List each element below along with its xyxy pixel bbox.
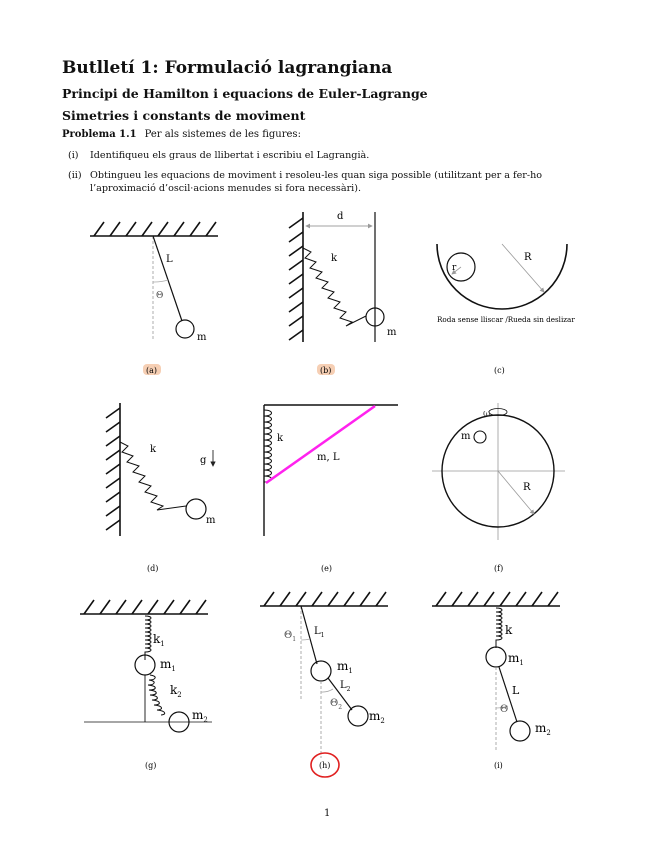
coil-spring	[264, 410, 272, 482]
label-k: k	[150, 444, 157, 455]
caption-f-text: (f)	[494, 564, 504, 573]
section-heading: Principi de Hamilton i equacions de Euler-Lagrange	[62, 86, 428, 101]
wall-hatching	[106, 408, 120, 530]
spring-k1	[145, 616, 151, 660]
figure-a	[90, 222, 218, 340]
bead	[474, 431, 486, 443]
caption-a-text: (a)	[146, 366, 158, 375]
radius-R	[502, 244, 544, 292]
problem-label: Problema 1.1	[62, 129, 137, 140]
label-k: k	[505, 623, 513, 637]
caption-e-text: (e)	[321, 564, 332, 573]
angle-arc-2	[321, 689, 333, 692]
caption-i-text: (i)	[494, 761, 503, 770]
spring-k	[496, 608, 502, 648]
label-theta1: $\Theta_1$	[284, 630, 297, 643]
label-R: R	[523, 482, 531, 493]
ceiling-hatching	[264, 592, 386, 606]
caption-h-text: (h)	[319, 761, 331, 770]
page-number: 1	[324, 808, 331, 819]
label-k: k	[331, 253, 338, 264]
mass-m2	[510, 721, 530, 741]
item-number: (ii)	[68, 170, 82, 181]
label-m1: $m_1$	[337, 659, 353, 675]
caption-c-text: (c)	[494, 366, 505, 375]
label-k: k	[277, 433, 284, 444]
label-m2: $m_2$	[535, 721, 551, 737]
pendulum-rod	[153, 236, 182, 321]
label-L: L	[512, 684, 520, 697]
item-number: (i)	[68, 150, 79, 161]
page-title: Butlletí 1: Formulació lagrangiana	[62, 58, 393, 78]
label-m2: $m_2$	[369, 709, 385, 725]
note-rolling: Roda sense lliscar /Rueda sin deslizar	[437, 315, 575, 324]
angle-arc	[153, 280, 168, 282]
label-m: m	[206, 515, 216, 526]
label-L: L	[166, 254, 173, 265]
label-r: r	[452, 263, 457, 273]
figure-h	[260, 592, 388, 777]
label-L2: $L_2$	[340, 680, 351, 693]
rod	[266, 406, 375, 483]
label-theta: Θ	[156, 291, 164, 301]
figure-f	[432, 403, 565, 540]
label-R: R	[524, 252, 532, 263]
caption-b-text: (b)	[320, 366, 332, 375]
label-m: m	[461, 431, 471, 442]
subsection-heading: Simetries i constants de moviment	[62, 108, 306, 123]
ceiling-hatching	[94, 222, 216, 236]
item-text: Obtingueu les equacions de moviment i resoleu-les quan siga possible (utilitzant per a fer-ho l’aproximació d’oscil·acions menudes si fora necessàri).	[90, 170, 543, 194]
caption-g-text: (g)	[145, 761, 157, 770]
label-omega: ω	[483, 409, 491, 419]
label-theta2: $\Theta_2$	[330, 698, 343, 711]
item-text: Identifiqueu els graus de llibertat i escribiu el Lagrangià.	[90, 150, 370, 161]
label-k2: $k_2$	[170, 683, 182, 699]
spring-k2	[148, 675, 165, 715]
problem-intro: Per als sistemes de les figures:	[144, 129, 301, 140]
label-m2: $m_2$	[192, 708, 208, 724]
mass-m1	[486, 647, 506, 667]
figure-d	[106, 403, 213, 536]
mass-bob	[186, 499, 206, 519]
label-d: d	[337, 211, 344, 222]
figure-e	[264, 405, 398, 536]
label-m: m	[387, 327, 397, 338]
figure-b	[289, 212, 384, 342]
pendulum-bob	[176, 320, 194, 338]
label-g: g	[200, 455, 207, 466]
ceiling-hatching	[436, 592, 558, 606]
label-L1: $L_1$	[314, 626, 325, 639]
wall-hatching	[289, 218, 303, 340]
label-mL: m, L	[317, 452, 340, 463]
figure-c	[437, 244, 567, 309]
ceiling-hatching	[84, 600, 206, 614]
label-k1: $k_1$	[153, 632, 165, 648]
label-m1: $m_1$	[508, 651, 524, 667]
label-m1: $m_1$	[160, 657, 176, 673]
mass-m2	[348, 706, 368, 726]
caption-d-text: (d)	[147, 564, 159, 573]
angle-arc-1	[301, 639, 310, 640]
label-theta: Θ	[500, 704, 509, 715]
label-m: m	[197, 332, 207, 343]
